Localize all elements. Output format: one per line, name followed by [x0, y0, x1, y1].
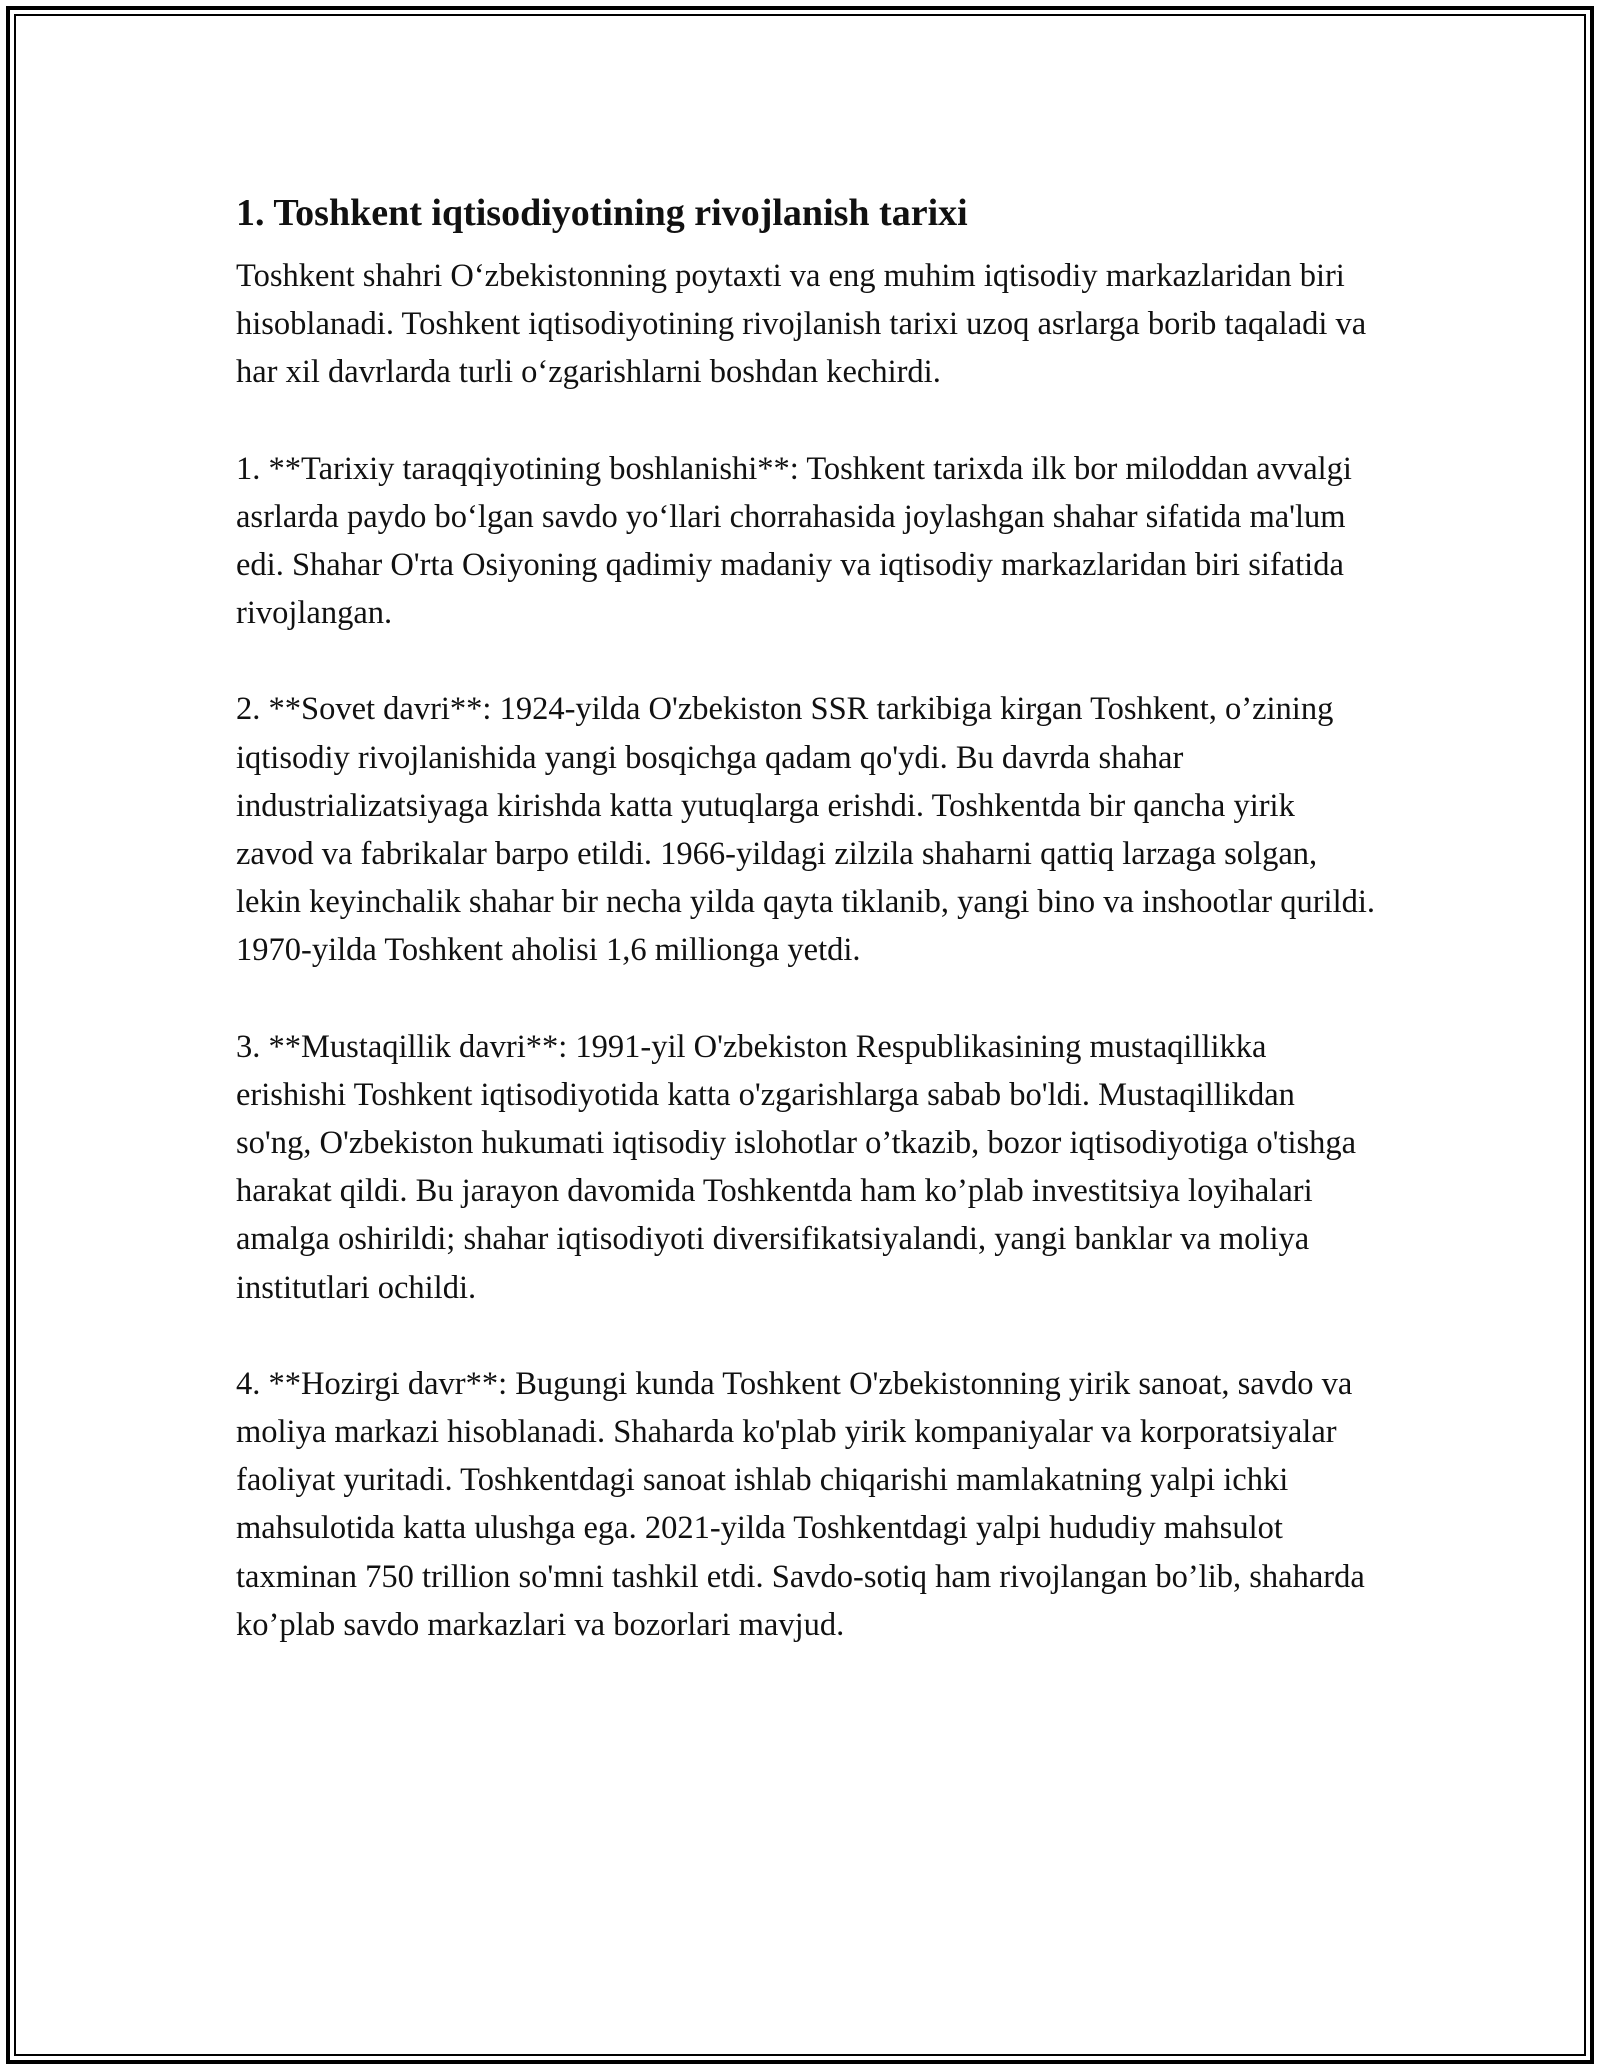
- section-paragraph-historical: 1. **Tarixiy taraqqiyotining boshlanishi**: Toshkent tarixda ilk bor miloddan avvalgi asrlarda paydo bo‘lgan savdo yo‘llari chorrahasida joylashgan shahar sifatida ma'lum edi. Shahar O'rta Osiyoning qadimiy madaniy va iqtisodiy markazlaridan biri sifatida rivojlangan.: [236, 450, 1352, 632]
- section-paragraph-independence: 3. **Mustaqillik davri**: 1991-yil O'zbekiston Respublikasining mustaqillikka erishishi Toshkent iqtisodiyotida katta o'zgarishlarga sabab bo'ldi. Mustaqillikdan so'ng, O'zbekiston hukumati iqtisodiy islohotlar o’tkazib, bozor iqtisodiyotiga o'tishga harakat qildi. Bu jarayon davomida Toshkentda ham ko’plab investitsiya loyihalari amalga oshirildi; shahar iqtisodiyoti diversifikatsiyalandi, yangi banklar va moliya institutlari ochildi.: [236, 1028, 1357, 1306]
- document-heading: 1. Toshkent iqtisodiyotining rivojlanish tarixi: [236, 192, 968, 234]
- intro-paragraph: Toshkent shahri O‘zbekistonning poytaxti va eng muhim iqtisodiy markazlaridan biri hisoblanadi. Toshkent iqtisodiyotining rivojlanish tarixi uzoq asrlarga borib taqaladi va har xil davrlarda turli o‘zgarishlarni boshdan kechirdi.: [236, 258, 1367, 391]
- section-paragraph-soviet: 2. **Sovet davri**: 1924-yilda O'zbekiston SSR tarkibiga kirgan Toshkent, o’zining iqtisodiy rivojlanishida yangi bosqichga qadam qo'ydi. Bu davrda shahar industrializatsiyaga kirishda katta yutuqlarga erishdi. Toshkentda bir qancha yirik zavod va fabrikalar barpo etildi. 1966-yildagi zilzila shaharni qattiq larzaga solgan, lekin keyinchalik shahar bir necha yilda qayta tiklanib, yangi bino va inshootlar qurildi. 1970-yilda Toshkent aholisi 1,6 millionga yetdi.: [236, 691, 1376, 969]
- section-paragraph-present: 4. **Hozirgi davr**: Bugungi kunda Toshkent O'zbekistonning yirik sanoat, savdo va moliya markazi hisoblanadi. Shaharda ko'plab yirik kompaniyalar va korporatsiyalar faoliyat yuritadi. Toshkentdagi sanoat ishlab chiqarishi mamlakatning yalpi ichki mahsulotida katta ulushga ega. 2021-yilda Toshkentdagi yalpi hududiy mahsulot taxminan 750 trillion so'mni tashkil etdi. Savdo-sotiq ham rivojlangan bo’lib, shaharda ko’plab savdo markazlari va bozorlari mavjud.: [236, 1365, 1365, 1643]
- document-body: [236, 186, 1376, 1697]
